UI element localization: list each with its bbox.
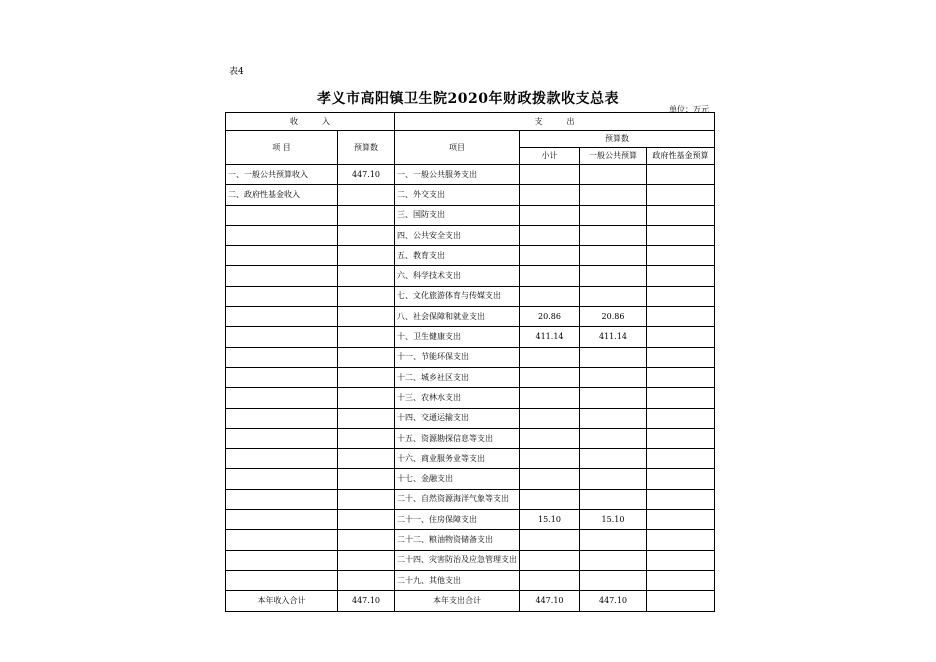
income-item-cell (226, 449, 338, 469)
income-value-cell (338, 205, 395, 225)
expense-item-cell: 六、科学技术支出 (395, 266, 520, 286)
income-item-cell (226, 225, 338, 245)
expense-item-cell: 十五、资源勘探信息等支出 (395, 428, 520, 448)
expense-item-cell: 五、教育支出 (395, 246, 520, 266)
income-value-cell (338, 428, 395, 448)
subtotal-cell (520, 428, 580, 448)
subtotal-cell (520, 550, 580, 570)
subtotal-cell (520, 347, 580, 367)
subtotal-cell (520, 246, 580, 266)
expense-total-general: 447.10 (580, 591, 647, 611)
general-budget-cell (580, 489, 647, 509)
general-budget-cell (580, 469, 647, 489)
subtotal-cell (520, 570, 580, 590)
subtotal-cell (520, 449, 580, 469)
gov-fund-cell (647, 428, 715, 448)
income-item-cell (226, 307, 338, 327)
income-value-cell (338, 185, 395, 205)
income-item-header: 项 目 (226, 131, 338, 165)
table-row (226, 185, 715, 205)
subtotal-cell (520, 165, 580, 185)
income-value-cell (338, 307, 395, 327)
general-budget-header: 一般公共预算 (580, 148, 647, 165)
general-budget-cell (580, 165, 647, 185)
general-budget-cell (580, 266, 647, 286)
expense-budget-group-header: 预算数 (520, 131, 715, 148)
income-value-cell (338, 550, 395, 570)
expense-item-cell: 十四、交通运输支出 (395, 408, 520, 428)
gov-fund-cell (647, 469, 715, 489)
subtotal-cell (520, 205, 580, 225)
gov-fund-cell (647, 307, 715, 327)
income-value-cell (338, 408, 395, 428)
subtotal-cell (520, 408, 580, 428)
expense-header: 支 出 (395, 113, 715, 131)
income-item-cell (226, 347, 338, 367)
expense-item-cell: 一、一般公共服务支出 (395, 165, 520, 185)
income-value-cell (338, 510, 395, 530)
expense-item-header: 项目 (395, 131, 520, 165)
expense-item-cell: 十七、金融支出 (395, 469, 520, 489)
gov-fund-cell (647, 449, 715, 469)
income-value-cell (338, 246, 395, 266)
subtotal-cell (520, 489, 580, 509)
gov-fund-cell (647, 185, 715, 205)
income-item-cell: 二、政府性基金收入 (226, 185, 338, 205)
income-item-cell (226, 327, 338, 347)
table-row (226, 449, 715, 469)
income-value-cell: 447.10 (338, 165, 395, 185)
expense-item-cell: 二十、自然资源海洋气象等支出 (395, 489, 520, 509)
table-row (226, 165, 715, 185)
subtotal-cell (520, 388, 580, 408)
income-value-cell (338, 469, 395, 489)
income-value-cell (338, 489, 395, 509)
subtotal-header: 小计 (520, 148, 580, 165)
subtotal-cell (520, 530, 580, 550)
general-budget-cell (580, 449, 647, 469)
income-item-cell (226, 205, 338, 225)
table-row (226, 347, 715, 367)
general-budget-cell: 20.86 (580, 307, 647, 327)
table-row (226, 550, 715, 570)
expense-total-label: 本年支出合计 (395, 591, 520, 611)
income-item-cell (226, 570, 338, 590)
general-budget-cell (580, 388, 647, 408)
income-item-cell (226, 408, 338, 428)
income-item-cell (226, 510, 338, 530)
subtotal-cell (520, 225, 580, 245)
expense-item-cell: 二十二、粮油物资储备支出 (395, 530, 520, 550)
general-budget-cell (580, 570, 647, 590)
table-row (226, 469, 715, 489)
income-item-cell (226, 388, 338, 408)
general-budget-cell (580, 286, 647, 306)
expense-total-fund (647, 591, 715, 611)
income-value-cell (338, 286, 395, 306)
general-budget-cell (580, 428, 647, 448)
income-item-cell (226, 246, 338, 266)
income-item-cell (226, 489, 338, 509)
expense-item-cell: 八、社会保障和就业支出 (395, 307, 520, 327)
subtotal-cell: 20.86 (520, 307, 580, 327)
income-item-cell (226, 367, 338, 387)
gov-fund-cell (647, 388, 715, 408)
gov-fund-budget-header: 政府性基金预算 (647, 148, 715, 165)
expense-item-cell: 四、公共安全支出 (395, 225, 520, 245)
gov-fund-cell (647, 347, 715, 367)
gov-fund-cell (647, 489, 715, 509)
subtotal-cell (520, 286, 580, 306)
general-budget-cell: 411.14 (580, 327, 647, 347)
gov-fund-cell (647, 530, 715, 550)
table-row (226, 286, 715, 306)
income-value-cell (338, 225, 395, 245)
table-row (226, 428, 715, 448)
subtotal-cell (520, 469, 580, 489)
subtotal-cell: 411.14 (520, 327, 580, 347)
gov-fund-cell (647, 205, 715, 225)
expense-item-cell: 十、卫生健康支出 (395, 327, 520, 347)
budget-table (225, 112, 715, 612)
table-row (226, 327, 715, 347)
table-row (226, 246, 715, 266)
income-total-label: 本年收入合计 (226, 591, 338, 611)
expense-item-cell: 十三、农林水支出 (395, 388, 520, 408)
unit-label: 单位：万元 (669, 105, 709, 114)
table-row (226, 367, 715, 387)
page-title: 孝义市高阳镇卫生院2020年财政拨款收支总表 (317, 91, 619, 107)
expense-item-cell: 十二、城乡社区支出 (395, 367, 520, 387)
subtotal-cell (520, 185, 580, 205)
gov-fund-cell (647, 165, 715, 185)
subtotal-cell (520, 266, 580, 286)
income-item-cell: 一、一般公共预算收入 (226, 165, 338, 185)
gov-fund-cell (647, 225, 715, 245)
gov-fund-cell (647, 246, 715, 266)
expense-item-cell: 十六、商业服务业等支出 (395, 449, 520, 469)
expense-item-cell: 二十九、其他支出 (395, 570, 520, 590)
general-budget-cell (580, 408, 647, 428)
income-value-cell (338, 327, 395, 347)
income-value-cell (338, 266, 395, 286)
income-item-cell (226, 530, 338, 550)
table-row (226, 570, 715, 590)
general-budget-cell (580, 530, 647, 550)
general-budget-cell (580, 367, 647, 387)
expense-item-cell: 七、文化旅游体育与传媒支出 (395, 286, 520, 306)
income-value-cell (338, 367, 395, 387)
income-value-cell (338, 570, 395, 590)
general-budget-cell (580, 550, 647, 570)
table-row (226, 266, 715, 286)
expense-item-cell: 十一、节能环保支出 (395, 347, 520, 367)
income-value-cell (338, 530, 395, 550)
table-number: 表4 (229, 67, 244, 77)
table-row (226, 489, 715, 509)
expense-item-cell: 三、国防支出 (395, 205, 520, 225)
general-budget-cell (580, 225, 647, 245)
income-header: 收 入 (226, 113, 395, 131)
table-row (226, 205, 715, 225)
general-budget-cell: 15.10 (580, 510, 647, 530)
gov-fund-cell (647, 550, 715, 570)
subtotal-cell (520, 367, 580, 387)
income-item-cell (226, 469, 338, 489)
table-row (226, 388, 715, 408)
table-row (226, 530, 715, 550)
gov-fund-cell (647, 570, 715, 590)
income-total-value: 447.10 (338, 591, 395, 611)
gov-fund-cell (647, 327, 715, 347)
income-item-cell (226, 266, 338, 286)
gov-fund-cell (647, 286, 715, 306)
expense-item-cell: 二、外交支出 (395, 185, 520, 205)
general-budget-cell (580, 347, 647, 367)
totals-row (226, 591, 715, 611)
general-budget-cell (580, 185, 647, 205)
gov-fund-cell (647, 266, 715, 286)
table-row (226, 510, 715, 530)
income-value-cell (338, 449, 395, 469)
income-item-cell (226, 286, 338, 306)
gov-fund-cell (647, 510, 715, 530)
expense-item-cell: 二十四、灾害防治及应急管理支出 (395, 550, 520, 570)
income-item-cell (226, 428, 338, 448)
gov-fund-cell (647, 408, 715, 428)
general-budget-cell (580, 205, 647, 225)
income-item-cell (226, 550, 338, 570)
table-row (226, 307, 715, 327)
expense-total-subtotal: 447.10 (520, 591, 580, 611)
table-row (226, 408, 715, 428)
general-budget-cell (580, 246, 647, 266)
expense-item-cell: 二十一、住房保障支出 (395, 510, 520, 530)
subtotal-cell: 15.10 (520, 510, 580, 530)
income-value-cell (338, 347, 395, 367)
income-budget-header: 预算数 (338, 131, 395, 165)
table-row (226, 225, 715, 245)
gov-fund-cell (647, 367, 715, 387)
income-value-cell (338, 388, 395, 408)
